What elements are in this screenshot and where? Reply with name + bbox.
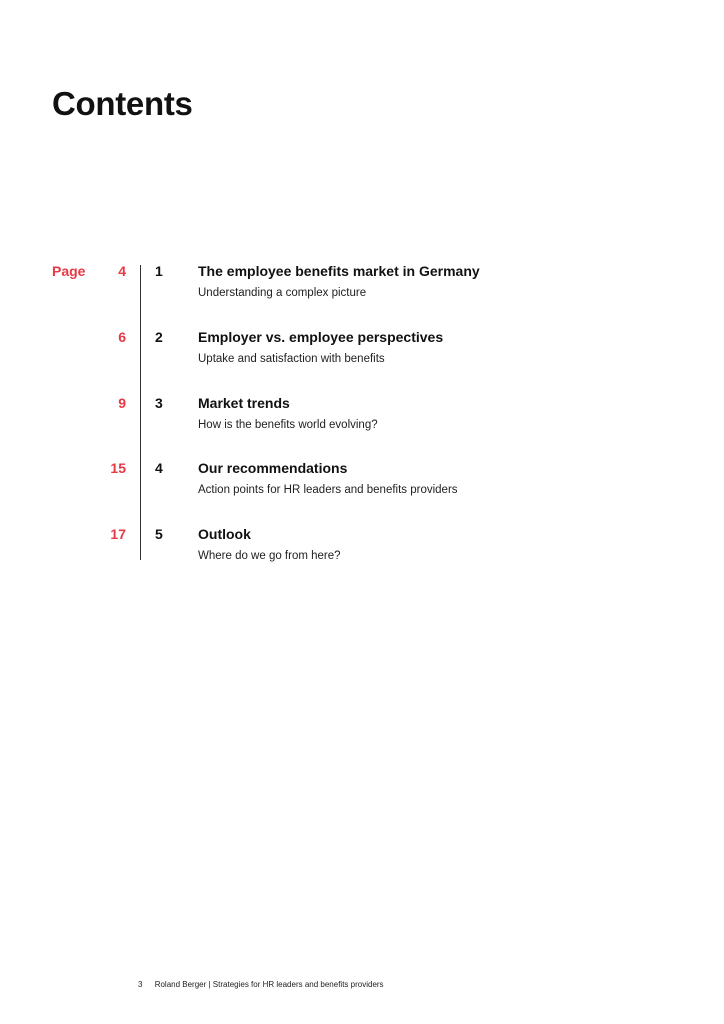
toc-page-number: 9	[118, 395, 126, 411]
toc-section-number: 3	[155, 395, 163, 411]
toc-section-title: The employee benefits market in Germany	[198, 263, 480, 279]
page-title: Contents	[52, 85, 193, 122]
toc-section-subtitle: Where do we go from here?	[198, 550, 341, 562]
toc-page-number: 6	[118, 329, 126, 345]
toc-section-title: Our recommendations	[198, 460, 348, 476]
footer-text: Roland Berger | Strategies for HR leaders and benefits providers	[154, 980, 384, 989]
toc-section-title: Outlook	[198, 526, 251, 542]
toc-entry-3[interactable]	[0, 394, 724, 444]
toc-entry-1[interactable]	[0, 262, 724, 312]
toc-page-number: 15	[110, 460, 126, 476]
toc-section-number: 5	[155, 526, 163, 542]
toc-entry-2[interactable]	[0, 328, 724, 378]
toc-section-subtitle: Uptake and satisfaction with benefits	[198, 353, 385, 365]
toc-section-subtitle: How is the benefits world evolving?	[198, 419, 378, 431]
toc-section-number: 1	[155, 263, 163, 279]
footer-page-number: 3	[138, 980, 143, 989]
toc-section-subtitle: Understanding a complex picture	[198, 287, 367, 299]
toc-section-number: 2	[155, 329, 163, 345]
page-column-label: Page	[52, 263, 86, 279]
toc-section-subtitle: Action points for HR leaders and benefits providers	[198, 484, 458, 496]
page-footer	[138, 979, 384, 991]
toc-page-number: 4	[118, 263, 126, 279]
toc-section-title: Market trends	[198, 395, 290, 411]
toc-entry-5[interactable]	[0, 525, 724, 575]
toc-page-number: 17	[110, 526, 126, 542]
toc-entry-4[interactable]	[0, 459, 724, 509]
toc-section-title: Employer vs. employee perspectives	[198, 329, 444, 345]
toc-section-number: 4	[155, 460, 163, 476]
